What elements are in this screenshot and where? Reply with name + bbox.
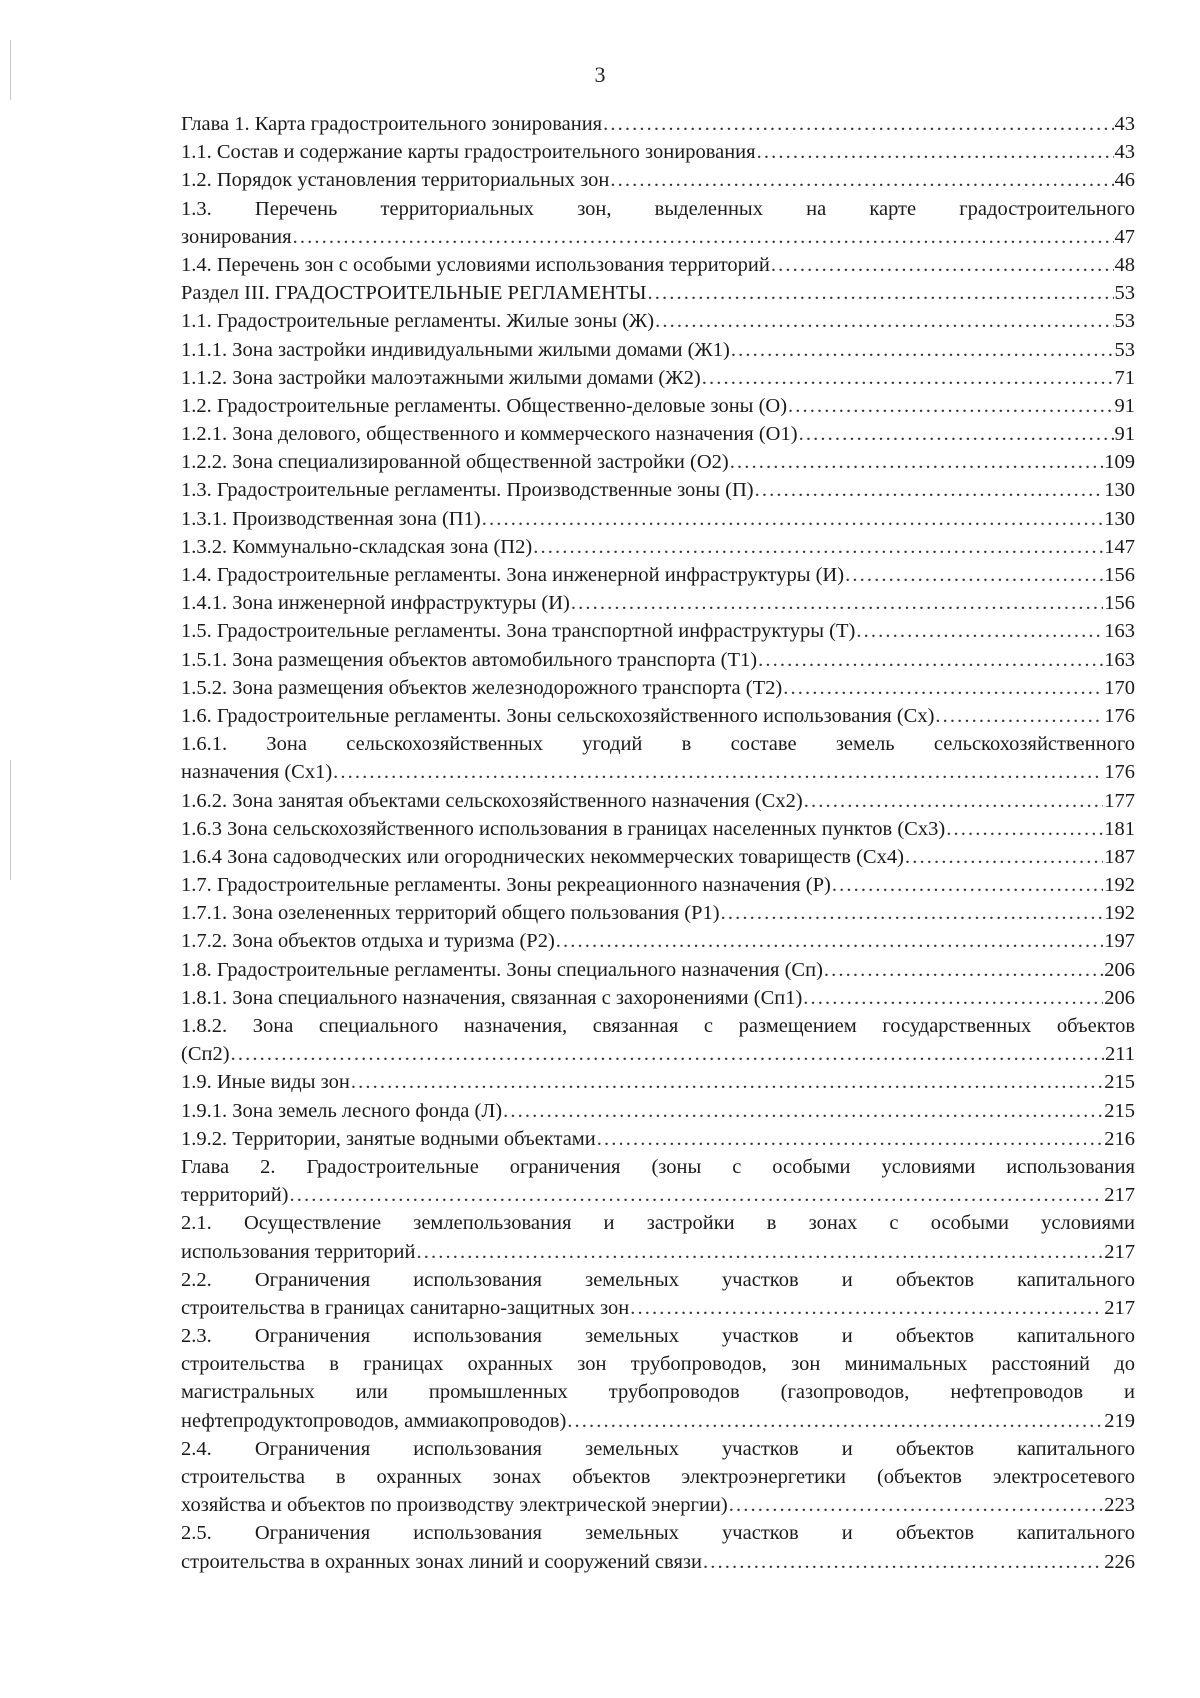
toc-leader-dots (824, 956, 1103, 984)
toc-entry (181, 899, 1135, 927)
toc-entry (181, 702, 1135, 730)
toc-entry (181, 448, 1135, 476)
toc-page-number: 43 (1114, 141, 1135, 164)
toc-entry-title: 1.6.2. Зона занятая объектами сельскохозяйственного назначения (Сх2) (181, 789, 803, 812)
toc-page-number: 156 (1104, 564, 1135, 586)
toc-leader-dots (630, 1294, 1103, 1322)
toc-entry-title: 1.4.1. Зона инженерной инфраструктуры (И) (181, 592, 570, 615)
toc-entry-multiline (181, 195, 1135, 251)
toc-entry-title: назначения (Сх1) (181, 761, 333, 784)
toc-entry (181, 279, 1135, 307)
toc-leader-dots (351, 1068, 1103, 1096)
toc-entry (181, 1548, 1135, 1576)
toc-entry-multiline (181, 1519, 1135, 1575)
toc-leader-dots (832, 871, 1103, 899)
toc-entry-multiline (181, 1209, 1135, 1265)
toc-page-number: 147 (1104, 535, 1135, 558)
toc-entry-title-line: 2.3. Ограничения использования земельных участков и объектов капитального (181, 1325, 1135, 1348)
toc-page-number: 163 (1104, 648, 1135, 671)
toc-entry-title: 1.9. Иные виды зон (181, 1071, 350, 1094)
toc-entry-title: использования территорий (181, 1240, 416, 1263)
toc-page-number: 226 (1104, 1550, 1135, 1573)
toc-page-number: 211 (1105, 1043, 1135, 1066)
toc-entry (181, 815, 1135, 843)
toc-leader-dots (856, 617, 1103, 645)
toc-entry-title: 1.8. Градостроительные регламенты. Зоны специального назначения (Сп) (181, 958, 823, 981)
toc-leader-dots (571, 589, 1103, 617)
toc-entry-title: 1.2. Порядок установления территориальных зон (181, 169, 610, 192)
toc-leader-dots (556, 927, 1103, 955)
toc-entry (181, 223, 1135, 251)
toc-entry (181, 1040, 1135, 1068)
toc-leader-dots (799, 420, 1114, 448)
toc-page-number: 192 (1104, 874, 1135, 897)
toc-entry-multiline (181, 1322, 1135, 1435)
toc-entry-title: Раздел III. ГРАДОСТРОИТЕЛЬНЫЕ РЕГЛАМЕНТЫ (181, 282, 647, 305)
toc-entry-multiline (181, 1153, 1135, 1209)
toc-page-number: 223 (1104, 1494, 1135, 1517)
toc-leader-dots (905, 843, 1103, 871)
toc-entry (181, 110, 1135, 138)
toc-leader-dots (417, 1238, 1104, 1266)
toc-entry (181, 1238, 1135, 1266)
toc-entry (181, 956, 1135, 984)
toc-leader-dots (804, 787, 1104, 815)
toc-entry-title: 1.8.1. Зона специального назначения, связанная с захоронениями (Сп1) (181, 986, 803, 1009)
scan-margin-line (10, 760, 11, 880)
toc-entry (181, 1407, 1135, 1435)
toc-entry-title: зонирования (181, 225, 292, 248)
toc-entry (181, 533, 1135, 561)
toc-entry-title: 1.7.1. Зона озелененных территорий общего пользования (Р1) (181, 902, 720, 925)
toc-leader-dots (231, 1040, 1104, 1068)
toc-entry-title: 1.2. Градостроительные регламенты. Общественно-деловые зоны (О) (181, 394, 788, 417)
toc-entry (181, 1097, 1135, 1125)
toc-entry-title: 1.1.2. Зона застройки малоэтажными жилыми домами (Ж2) (181, 366, 701, 389)
toc-leader-dots (647, 279, 1113, 307)
toc-entry (181, 476, 1135, 504)
toc-entry-title: Глава 1. Карта градостроительного зонирования (181, 113, 603, 135)
toc-entry (181, 561, 1135, 589)
toc-entry-title: 1.2.2. Зона специализированной общественной застройки (О2) (181, 451, 729, 474)
toc-page-number: 156 (1104, 592, 1135, 615)
toc-entry-title: 1.1. Градостроительные регламенты. Жилые зоны (Ж) (181, 310, 655, 333)
page-number: 3 (594, 62, 606, 87)
toc-entry (181, 1491, 1135, 1519)
toc-entry (181, 843, 1135, 871)
toc-entry (181, 646, 1135, 674)
toc-entry-title: 1.6.3 Зона сельскохозяйственного использования в границах населенных пунктов (Сх3) (181, 817, 946, 840)
toc-leader-dots (730, 448, 1104, 476)
toc-leader-dots (610, 166, 1113, 194)
toc-entry-title: 1.6.4 Зона садоводческих или огороднических некоммерческих товариществ (Сх4) (181, 845, 904, 868)
toc-entry (181, 1068, 1135, 1096)
toc-entry-title: 1.5.1. Зона размещения объектов автомобильного транспорта (Т1) (181, 648, 758, 671)
toc-entry (181, 166, 1135, 194)
table-of-contents (181, 110, 1135, 1576)
toc-entry (181, 927, 1135, 955)
toc-entry (181, 392, 1135, 420)
toc-page-number: 130 (1104, 507, 1135, 530)
toc-entry-title: 1.3.2. Коммунально-складская зона (П2) (181, 535, 533, 558)
toc-entry-title-line: 2.5. Ограничения использования земельных участков и объектов капитального (181, 1522, 1135, 1545)
toc-leader-dots (783, 674, 1103, 702)
toc-entry-multiline (181, 1435, 1135, 1520)
toc-entry-multiline (181, 730, 1135, 786)
toc-page-number: 177 (1104, 789, 1135, 812)
toc-page-number: 206 (1104, 958, 1135, 981)
toc-entry-title-line: 2.4. Ограничения использования земельных участков и объектов капитального (181, 1437, 1135, 1460)
toc-leader-dots (731, 336, 1114, 364)
toc-entry-title-line: 2.1. Осуществление землепользования и застройки в зонах с особыми условиями (181, 1212, 1135, 1235)
toc-leader-dots (702, 364, 1114, 392)
toc-page-number: 197 (1104, 930, 1135, 953)
toc-leader-dots (597, 1125, 1104, 1153)
toc-leader-dots (757, 138, 1114, 166)
toc-page-number: 53 (1114, 282, 1135, 305)
toc-entry (181, 984, 1135, 1012)
toc-leader-dots (788, 392, 1113, 420)
toc-entry (181, 1125, 1135, 1153)
toc-page-number: 219 (1104, 1409, 1135, 1432)
toc-entry-title-line: строительства в границах охранных зон трубопроводов, зон минимальных расстояний до (181, 1353, 1135, 1376)
toc-page-number: 43 (1114, 113, 1135, 135)
toc-entry (181, 787, 1135, 815)
toc-leader-dots (290, 1181, 1104, 1209)
toc-leader-dots (603, 110, 1113, 138)
toc-entry (181, 1181, 1135, 1209)
toc-page-number: 217 (1104, 1296, 1135, 1319)
toc-entry-title: 1.9.2. Территории, занятые водными объектами (181, 1127, 596, 1150)
toc-leader-dots (845, 561, 1103, 589)
toc-page-number: 170 (1104, 676, 1135, 699)
toc-entry-title: 1.6. Градостроительные регламенты. Зоны сельскохозяйственного использования (Сх) (181, 704, 935, 727)
toc-page-number: 53 (1114, 338, 1135, 361)
toc-entry-multiline (181, 1266, 1135, 1322)
toc-leader-dots (729, 1491, 1104, 1519)
toc-leader-dots (803, 984, 1103, 1012)
toc-entry-title: хозяйства и объектов по производству электрической энергии) (181, 1494, 728, 1517)
toc-page-number: 91 (1114, 423, 1135, 446)
toc-entry-title: 1.9.1. Зона земель лесного фонда (Л) (181, 1099, 503, 1122)
toc-page-number: 217 (1104, 1184, 1135, 1207)
toc-entry-title: 1.7.2. Зона объектов отдыха и туризма (Р2) (181, 930, 555, 953)
toc-leader-dots (655, 307, 1113, 335)
toc-page-number: 48 (1114, 253, 1135, 276)
toc-entry-title: 1.3. Градостроительные регламенты. Производственные зоны (П) (181, 479, 754, 502)
toc-entry (181, 505, 1135, 533)
toc-entry-title: 1.1. Состав и содержание карты градостроительного зонирования (181, 141, 756, 164)
toc-leader-dots (946, 815, 1103, 843)
toc-entry (181, 307, 1135, 335)
toc-entry-title: 1.4. Градостроительные регламенты. Зона инженерной инфраструктуры (И) (181, 564, 845, 586)
toc-entry (181, 336, 1135, 364)
toc-entry-title-line: магистральных или промышленных трубопроводов (газопроводов, нефтепроводов и (181, 1381, 1135, 1404)
toc-entry-title: 1.7. Градостроительные регламенты. Зоны рекреационного назначения (Р) (181, 874, 831, 897)
toc-page-number: 206 (1104, 986, 1135, 1009)
toc-entry-title: 1.4. Перечень зон с особыми условиями использования территорий (181, 253, 770, 276)
toc-entry-title: строительства в границах санитарно-защитных зон (181, 1296, 630, 1319)
toc-leader-dots (721, 899, 1104, 927)
toc-entry-title-line: 1.3. Перечень территориальных зон, выделенных на карте градостроительного (181, 197, 1135, 220)
toc-leader-dots (503, 1097, 1103, 1125)
toc-entry-multiline (181, 1012, 1135, 1068)
toc-entry-title: территорий) (181, 1184, 289, 1207)
toc-leader-dots (482, 505, 1104, 533)
toc-page-number: 181 (1104, 817, 1135, 840)
toc-page-number: 176 (1104, 704, 1135, 727)
toc-page-number: 47 (1114, 225, 1135, 248)
toc-entry (181, 617, 1135, 645)
toc-leader-dots (935, 702, 1103, 730)
toc-page-number: 71 (1114, 366, 1135, 389)
toc-page-number: 187 (1104, 845, 1135, 868)
toc-leader-dots (533, 533, 1103, 561)
toc-entry-title-line: строительства в охранных зонах объектов электроэнергетики (объектов электросетевого (181, 1466, 1135, 1488)
toc-page-number: 192 (1104, 902, 1135, 925)
toc-page-number: 163 (1104, 620, 1135, 643)
toc-entry-title: 1.1.1. Зона застройки индивидуальными жилыми домами (Ж1) (181, 338, 730, 361)
toc-entry-title: (Сп2) (181, 1043, 230, 1066)
toc-entry (181, 589, 1135, 617)
toc-page-number: 215 (1104, 1099, 1135, 1122)
toc-entry (181, 758, 1135, 786)
toc-page-number: 176 (1104, 761, 1135, 784)
toc-page-number: 217 (1104, 1240, 1135, 1263)
toc-leader-dots (333, 758, 1103, 786)
toc-page-number: 46 (1114, 169, 1135, 192)
toc-page-number: 216 (1104, 1127, 1135, 1150)
toc-entry-title-line: 1.6.1. Зона сельскохозяйственных угодий в составе земель сельскохозяйственного (181, 733, 1135, 756)
toc-entry-title-line: Глава 2. Градостроительные ограничения (зоны с особыми условиями использования (181, 1155, 1135, 1178)
toc-leader-dots (703, 1548, 1103, 1576)
toc-entry (181, 674, 1135, 702)
toc-entry (181, 251, 1135, 279)
toc-entry-title: строительства в охранных зонах линий и сооружений связи (181, 1550, 702, 1573)
toc-entry-title: 1.3.1. Производственная зона (П1) (181, 507, 481, 530)
toc-entry (181, 364, 1135, 392)
toc-leader-dots (758, 646, 1103, 674)
toc-entry-title-line: 2.2. Ограничения использования земельных участков и объектов капитального (181, 1268, 1135, 1291)
toc-entry-title: нефтепродуктопроводов, аммиакопроводов) (181, 1409, 567, 1432)
toc-entry (181, 1294, 1135, 1322)
toc-page-number: 130 (1104, 479, 1135, 502)
toc-page-number: 215 (1104, 1071, 1135, 1094)
toc-page-number: 91 (1114, 394, 1135, 417)
toc-entry-title: 1.5.2. Зона размещения объектов железнодорожного транспорта (Т2) (181, 676, 783, 699)
toc-entry (181, 138, 1135, 166)
toc-leader-dots (771, 251, 1114, 279)
toc-entry (181, 420, 1135, 448)
toc-entry-title: 1.5. Градостроительные регламенты. Зона транспортной инфраструктуры (Т) (181, 620, 856, 643)
toc-entry-title: 1.2.1. Зона делового, общественного и коммерческого назначения (О1) (181, 423, 798, 446)
toc-leader-dots (293, 223, 1114, 251)
toc-entry-title-line: 1.8.2. Зона специального назначения, связанная с размещением государственных объектов (181, 1015, 1135, 1037)
toc-entry (181, 871, 1135, 899)
toc-page-number: 109 (1104, 451, 1135, 474)
toc-leader-dots (755, 476, 1104, 504)
toc-leader-dots (567, 1407, 1103, 1435)
toc-page-number: 53 (1114, 310, 1135, 333)
